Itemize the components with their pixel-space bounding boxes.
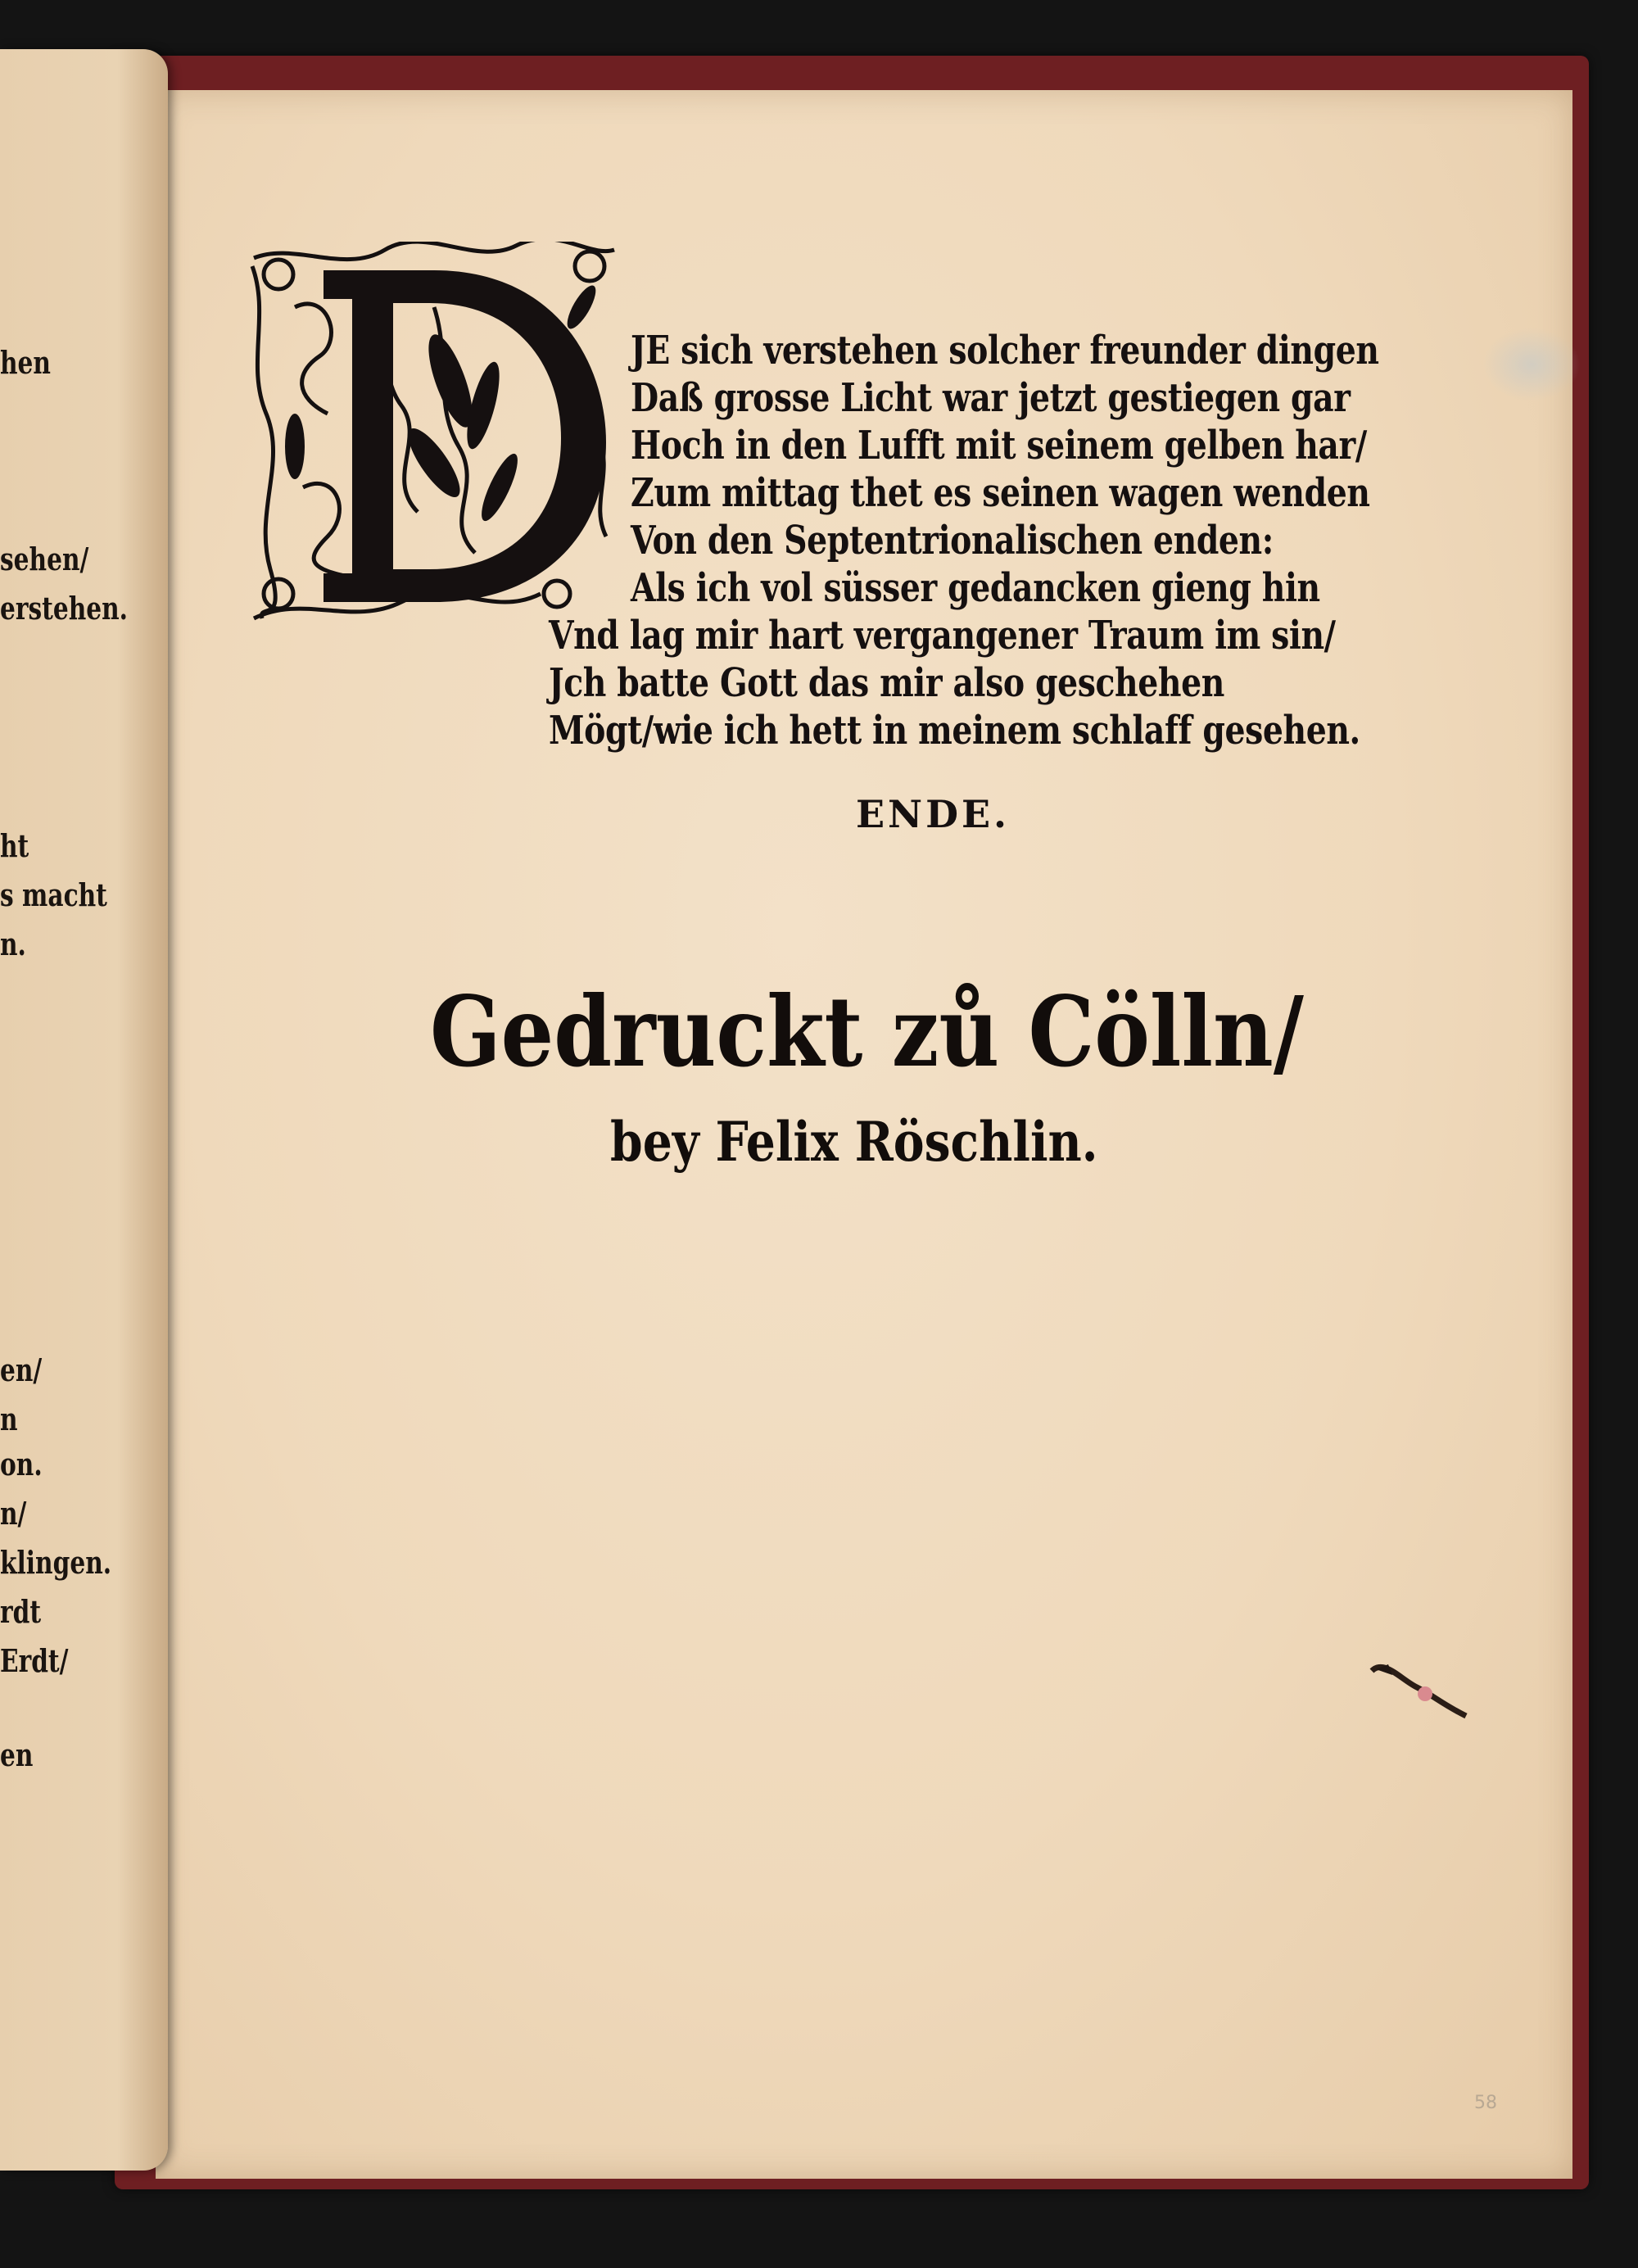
verso-text-fragment: n.: [0, 926, 26, 962]
verso-page-edge: [0, 49, 168, 2171]
verso-text-fragment: n: [0, 1401, 18, 1437]
poem-line: Mögt/wie ich hett in meinem schlaff gesehen.: [549, 708, 1360, 754]
paper-stain: [1482, 328, 1581, 401]
poem-line: Daß grosse Licht war jetzt gestiegen gar: [631, 375, 1351, 421]
verso-text-fragment: ht: [0, 827, 29, 864]
ende-text: ENDE.: [856, 792, 1011, 836]
poem-line: JE sich verstehen solcher freunder dingen: [631, 328, 1379, 373]
poem-line: Zum mittag thet es seinen wagen wenden: [631, 470, 1370, 516]
poem-line: Vnd lag mir hart vergangener Traum im sin/: [549, 613, 1336, 659]
poem-line: Als ich vol süsser gedancken gieng hin: [631, 565, 1320, 611]
verso-text-fragment: on.: [0, 1446, 43, 1483]
imprint-printer: bey Felix Röschlin.: [610, 1110, 1098, 1174]
verso-text-fragment: Erdt/: [0, 1642, 69, 1679]
verso-text-fragment: s macht: [0, 876, 107, 913]
verso-text-fragment: klingen.: [0, 1544, 112, 1581]
poem-line: Jch batte Gott das mir also geschehen: [549, 660, 1224, 706]
poem-line: Hoch in den Lufft mit seinem gelben har/: [631, 423, 1367, 469]
verso-text-fragment: erstehen.: [0, 590, 128, 627]
verso-text-fragment: n/: [0, 1495, 27, 1532]
decorated-initial-letter: [246, 242, 622, 627]
verso-text-fragment: rdt: [0, 1593, 42, 1630]
leaf-number: 58: [1474, 2093, 1497, 2113]
verso-text-fragment: en: [0, 1736, 34, 1773]
verso-text-fragment: en/: [0, 1351, 43, 1388]
imprint-place: Gedruckt zů Cölln/: [430, 975, 1304, 1089]
verso-text-fragment: sehen/: [0, 541, 89, 577]
poem-line: Von den Septentrionalischen enden:: [631, 518, 1274, 564]
verso-text-fragment: hen: [0, 344, 51, 381]
paper-damage: [1368, 1655, 1482, 1720]
